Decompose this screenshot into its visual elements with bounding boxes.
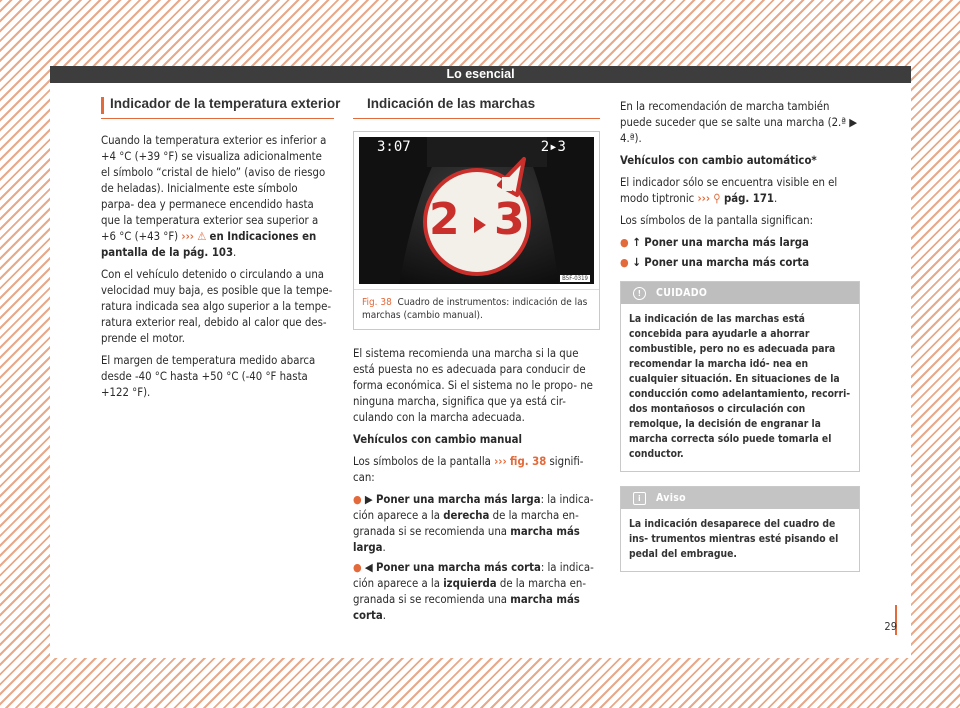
list-item: ● ↑ Poner una marcha más larga: [620, 236, 809, 249]
clock-display: 3:07: [377, 139, 411, 155]
figure-38: [353, 131, 600, 330]
arrow-up-icon: ↑: [632, 236, 641, 249]
running-header: Lo esencial: [50, 66, 911, 83]
bullet-icon: ●: [620, 256, 629, 269]
bullet-icon: ●: [353, 493, 362, 506]
paragraph: El sistema recomienda una marcha si la que está puesta no es adecuada para conducir de forma económica. Si el sistema no le propo- ne ninguna marcha, significa que ya está cir- culando con la marcha adecuada.: [353, 347, 593, 424]
note-header: i Aviso: [621, 487, 859, 509]
image-code: B5F-0319: [562, 275, 588, 282]
arrow-right-icon: ▶: [364, 493, 373, 506]
figure-caption-text: Cuadro de instrumentos: indicación de las marchas (cambio manual).: [362, 297, 588, 321]
caution-header: ! CUIDADO: [621, 282, 859, 304]
cluster-illustration: [359, 137, 594, 284]
paragraph: Los símbolos de la pantalla significan:: [620, 214, 814, 227]
cross-reference-link[interactable]: en Indicaciones en pantalla de la pág. 103: [101, 230, 317, 259]
info-icon: i: [633, 492, 646, 505]
subheading-manual: Vehículos con cambio manual: [353, 433, 522, 446]
caution-box: [620, 281, 860, 472]
section-title-gears: Indicación de las marchas: [353, 96, 600, 119]
paragraph: El margen de temperatura medido abarca desde -40 °C hasta +50 °C (-40 °F hasta +122 °F).: [101, 354, 316, 399]
instrument-cluster-image: [359, 137, 594, 284]
list-item: ● ▶ Poner una marcha más larga: la indica- ción aparece a la derecha de la marcha en- granada si se recomienda una marcha más larga.: [353, 493, 594, 554]
bullet-icon: ●: [353, 561, 362, 574]
figure-label: Fig. 38: [362, 297, 392, 308]
arrow-down-icon: ↓: [632, 256, 641, 269]
list-item: ● ↓ Poner una marcha más corta: [620, 256, 810, 269]
subheading-automatic: Vehículos con cambio automático*: [620, 154, 817, 167]
link-arrow-icon[interactable]: ›››: [494, 455, 507, 468]
column-1: [101, 96, 341, 407]
column-3: [620, 99, 860, 572]
gear-indicator-small: 2▸3: [540, 139, 566, 155]
bullet-icon: ●: [620, 236, 629, 249]
gear-current-big: 2: [429, 194, 460, 245]
note-box: [620, 486, 860, 572]
page-reference-link[interactable]: pág. 171: [723, 192, 775, 205]
warning-triangle-icon: ⚠: [197, 230, 207, 243]
arrow-left-icon: ◀: [364, 561, 373, 574]
figure-reference-link[interactable]: fig. 38: [509, 455, 547, 468]
list-item: ● ◀ Poner una marcha más corta: la indica- ción aparece a la izquierda de la marcha en- granada si se recomienda una marcha más corta.: [353, 561, 594, 622]
paragraph: En la recomendación de marcha también puede suceder que se salte una marcha (2.ª ▶ 4.ª).: [620, 100, 858, 145]
figure-caption: [354, 289, 599, 329]
section-title-temperature: Indicador de la temperatura exterior: [101, 96, 334, 119]
paragraph: Cuando la temperatura exterior es inferior a +4 °C (+39 °F) se visualiza adicionalmente el símbolo “cristal de hielo” (aviso de riesgo de heladas). Inicialmente este símbolo parpa- dea y permanece encendido hasta que la temperatura exterior sea superior a +6 °C (+43 °F) ››› ⚠ en Indicaciones en pantalla de la pág. 103.: [101, 134, 327, 259]
note-text: La indicación desaparece del cuadro de ins- trumentos mientras esté pisando el pedal del embrague.: [629, 518, 839, 560]
column-2: [353, 96, 600, 628]
paragraph: Con el vehículo detenido o circulando a una velocidad muy baja, es posible que la tempe- ratura indicada sea algo superior a la tempe- ratura exterior real, debido al calor que des- prende el motor.: [101, 268, 333, 345]
gear-recommended-big: 3: [494, 194, 525, 245]
paragraph: El indicador sólo se encuentra visible en el modo tiptronic ››› ⚲ pág. 171.: [620, 176, 838, 205]
link-arrow-icon[interactable]: ›››: [697, 192, 711, 205]
paragraph: Los símbolos de la pantalla ››› fig. 38 signifi- can:: [353, 455, 584, 484]
reference-magnifier-icon: ⚲: [713, 192, 721, 205]
caution-text: La indicación de las marchas está concebida para ayudarle a ahorrar combustible, pero no es adecuada para recomendar la marcha idó- nea en cualquier situación. En situaciones de la conducción como adelantamiento, recorri- dos montañosos o circulación con remolque, la decisión de engranar la marcha correcta sólo puede tomarla el conductor.: [629, 313, 851, 460]
page-number: 29: [884, 620, 897, 633]
link-arrow-icon[interactable]: ›››: [181, 230, 194, 243]
exclamation-icon: !: [633, 287, 646, 300]
